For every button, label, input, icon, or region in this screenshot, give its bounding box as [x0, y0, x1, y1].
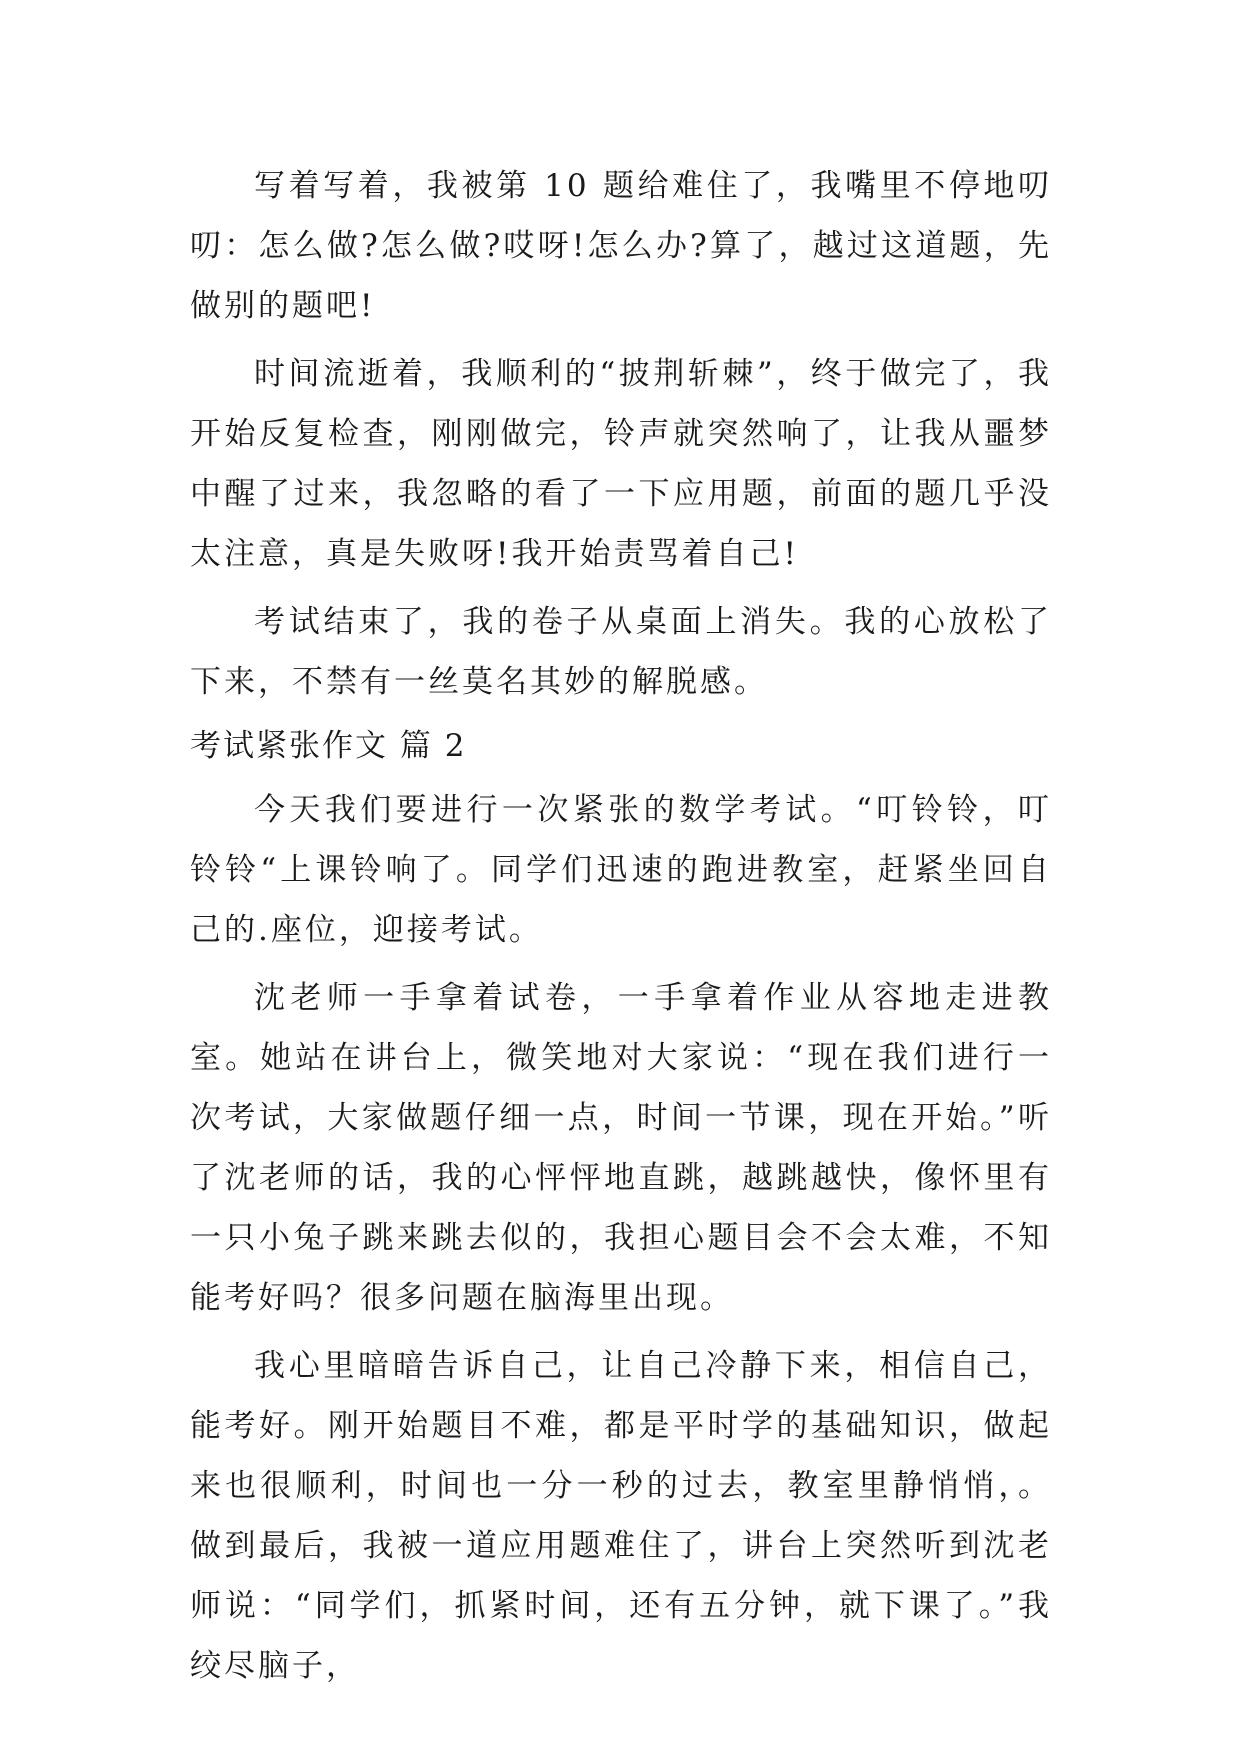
section-heading: 考试紧张作文 篇 2	[190, 728, 467, 764]
document-body	[190, 156, 1052, 1704]
paragraph: 时间流逝着，我顺利的“披荆斩棘”，终于做完了，我开始反复检查，刚刚做完，铃声就突然响了，让我从噩梦中醒了过来，我忽略的看了一下应用题，前面的题几乎没太注意，真是失败呀!我开始责骂着自己!	[190, 356, 1052, 572]
paragraph: 写着写着，我被第 10 题给难住了，我嘴里不停地叨叨：怎么做?怎么做?哎呀!怎么办?算了，越过这道题，先做别的题吧!	[190, 168, 1052, 324]
paragraph: 沈老师一手拿着试卷，一手拿着作业从容地走进教室。她站在讲台上，微笑地对大家说：“现在我们进行一次考试，大家做题仔细一点，时间一节课，现在开始。”听了沈老师的话，我的心怦怦地直跳，越跳越快，像怀里有一只小兔子跳来跳去似的，我担心题目会不会太难，不知能考好吗？很多问题在脑海里出现。	[190, 980, 1052, 1316]
paragraph: 我心里暗暗告诉自己，让自己冷静下来，相信自己，能考好。刚开始题目不难，都是平时学的基础知识，做起来也很顺利，时间也一分一秒的过去，教室里静悄悄，。做到最后，我被一道应用题难住了，讲台上突然听到沈老师说：“同学们，抓紧时间，还有五分钟，就下课了。”我绞尽脑子，	[190, 1348, 1052, 1684]
paragraph: 考试结束了，我的卷子从桌面上消失。我的心放松了下来，不禁有一丝莫名其妙的解脱感。	[190, 604, 1052, 700]
paragraph: 今天我们要进行一次紧张的数学考试。“叮铃铃，叮铃铃“上课铃响了。同学们迅速的跑进教室，赶紧坐回自己的.座位，迎接考试。	[190, 792, 1052, 948]
